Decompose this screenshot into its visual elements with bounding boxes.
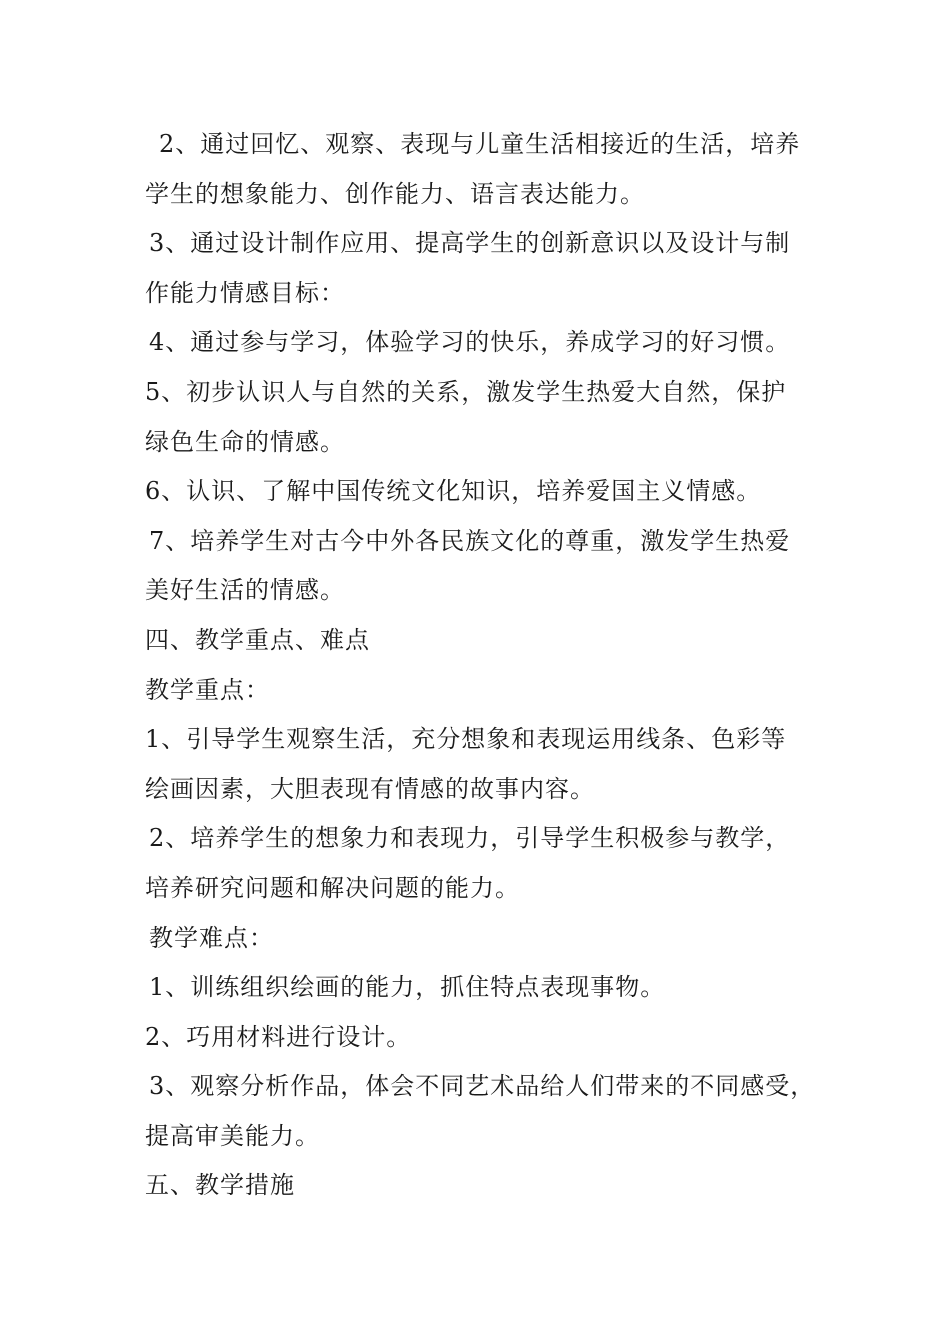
text-line: 美好生活的情感。 <box>145 576 345 605</box>
text-line: 3、观察分析作品，体会不同艺术品给人们带来的不同感受， <box>149 1072 816 1101</box>
text-line: 2、培养学生的想象力和表现力，引导学生积极参与教学， <box>149 824 791 853</box>
key-point-2 <box>145 814 815 913</box>
text-line: 作能力情感目标： <box>145 278 345 307</box>
document-body <box>145 120 815 1211</box>
text-line: 绘画因素，大胆表现有情感的故事内容。 <box>145 774 595 803</box>
text-line: 2、巧用材料进行设计。 <box>145 1022 412 1051</box>
subheading-text: 教学重点： <box>145 675 270 704</box>
objective-5 <box>145 368 815 467</box>
text-line: 学生的想象能力、创作能力、语言表达能力。 <box>145 179 645 208</box>
objective-2 <box>145 120 815 219</box>
difficulty-3 <box>145 1062 815 1161</box>
difficulty-1 <box>145 963 815 1013</box>
subheading-text: 教学难点： <box>149 923 274 952</box>
heading-text: 五、教学措施 <box>145 1171 295 1200</box>
text-line: 6、认识、了解中国传统文化知识，培养爱国主义情感。 <box>145 477 762 506</box>
difficulties-title <box>145 914 815 964</box>
text-line: 1、引导学生观察生活，充分想象和表现运用线条、色彩等 <box>145 725 787 754</box>
text-line: 4、通过参与学习，体验学习的快乐，养成学习的好习惯。 <box>149 328 791 357</box>
section-heading-5 <box>145 1161 815 1211</box>
text-line: 2、通过回忆、观察、表现与儿童生活相接近的生活，培养 <box>159 130 801 158</box>
key-point-1 <box>145 715 815 814</box>
text-line: 1、训练组织绘画的能力，抓住特点表现事物。 <box>149 973 666 1002</box>
key-points-title <box>145 666 815 716</box>
text-line: 培养研究问题和解决问题的能力。 <box>145 873 520 902</box>
text-line: 5、初步认识人与自然的关系，激发学生热爱大自然，保护 <box>145 377 787 406</box>
objective-3 <box>145 219 815 318</box>
objective-7 <box>145 517 815 616</box>
objective-6 <box>145 467 815 517</box>
objective-4 <box>145 318 815 368</box>
difficulty-2 <box>145 1013 815 1063</box>
text-line: 3、通过设计制作应用、提高学生的创新意识以及设计与制 <box>149 229 791 258</box>
text-line: 7、培养学生对古今中外各民族文化的尊重，激发学生热爱 <box>149 526 791 555</box>
text-line: 绿色生命的情感。 <box>145 427 345 456</box>
section-heading-4 <box>145 616 815 666</box>
heading-text: 四、教学重点、难点 <box>145 625 370 654</box>
text-line: 提高审美能力。 <box>145 1121 320 1150</box>
